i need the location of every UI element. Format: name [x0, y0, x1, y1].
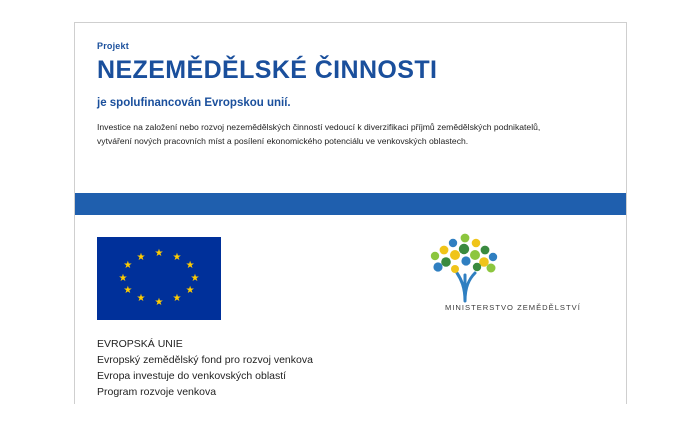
poster	[74, 22, 627, 404]
star-icon: ★	[136, 293, 146, 305]
star-icon: ★	[190, 272, 200, 284]
logos-row	[75, 215, 626, 315]
star-icon: ★	[154, 296, 164, 308]
caption-line: Program rozvoje venkova	[97, 385, 217, 398]
star-icon: ★	[185, 260, 195, 272]
ministry-tree-icon	[405, 229, 595, 309]
star-icon: ★	[185, 284, 195, 296]
poster-top-section	[75, 23, 626, 193]
caption-line: Evropa investuje do venkovských oblastí	[97, 369, 287, 382]
poster-body-text: Investice na založení nebo rozvoj nezemědělských činností vedoucí k diverzifikaci příjmů zemědělských podnikatelů, vytváření nových pracovních míst a posílení ekonomického potenciálu ve venkovských oblastech.	[97, 122, 541, 146]
european-union-flag	[97, 237, 221, 320]
star-icon: ★	[136, 251, 146, 263]
funding-captions	[97, 337, 313, 401]
caption-line: EVROPSKÁ UNIE	[97, 338, 183, 350]
ministry-of-agriculture-logo	[405, 229, 595, 319]
poster-subtitle: je spolufinancován Evropskou unií.	[97, 97, 291, 110]
star-icon: ★	[123, 260, 133, 272]
blue-divider-band	[75, 193, 626, 215]
star-icon: ★	[154, 248, 164, 260]
star-icon: ★	[172, 251, 182, 263]
eu-stars-circle	[97, 237, 221, 320]
poster-bottom-section	[75, 215, 626, 404]
page-title: NEZEMĚDĚLSKÉ ČINNOSTI	[97, 56, 438, 84]
poster-kicker: Projekt	[97, 41, 129, 51]
star-icon: ★	[123, 284, 133, 296]
star-icon: ★	[172, 293, 182, 305]
caption-line: Evropský zemědělský fond pro rozvoj venkova	[97, 353, 313, 366]
ministry-logo-label: MINISTERSTVO ZEMĚDĚLSTVÍ	[445, 303, 581, 312]
star-icon: ★	[118, 272, 128, 284]
